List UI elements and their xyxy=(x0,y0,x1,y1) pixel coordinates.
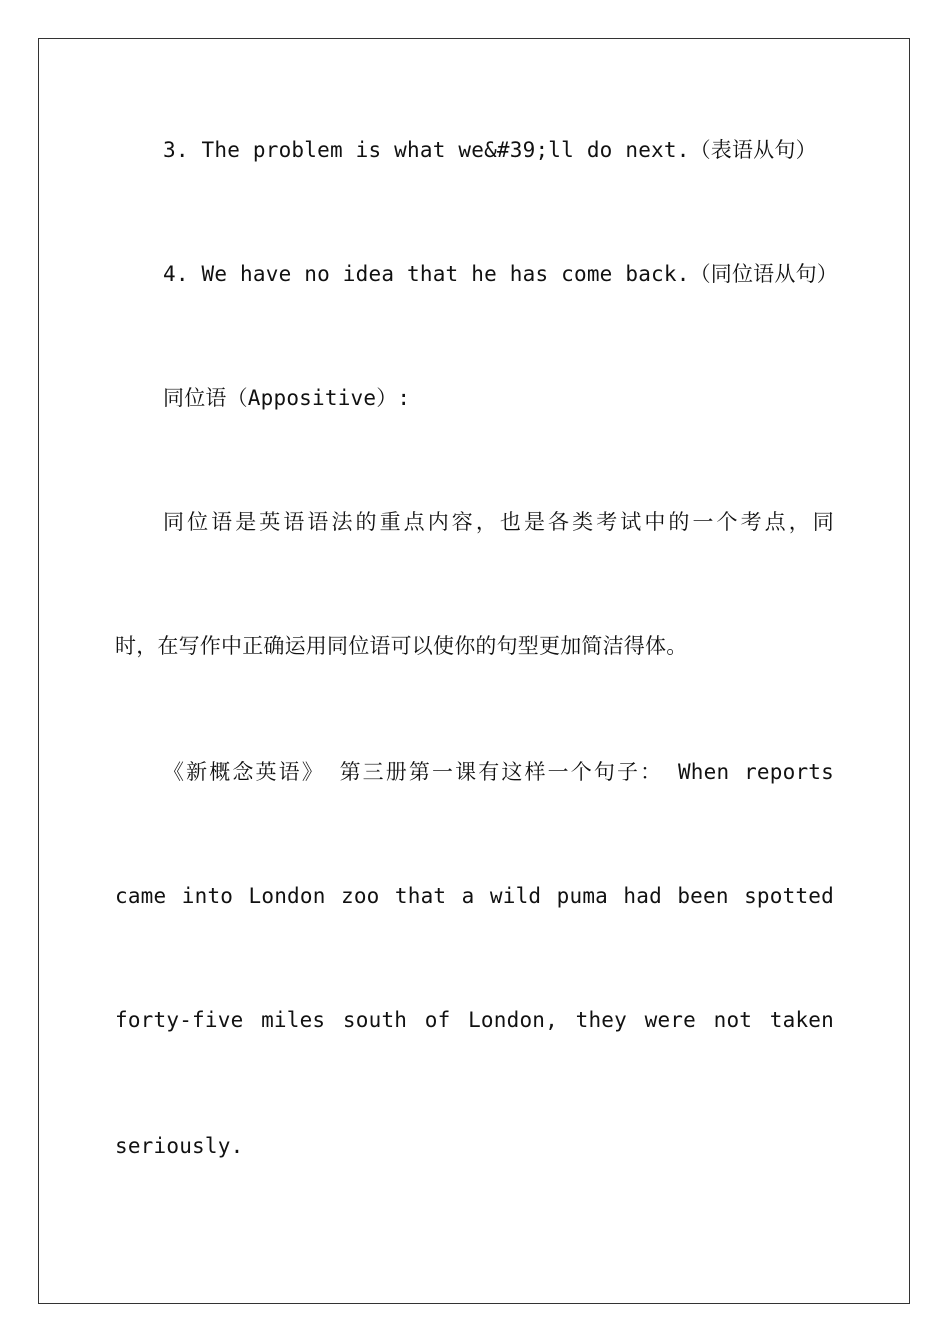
example-sentence-4: 4. We have no idea that he has come back.（同位语从句） xyxy=(163,262,838,286)
paragraph-example-line-4: seriously. xyxy=(115,1134,244,1158)
paragraph-intro-line-1: 同位语是英语语法的重点内容，也是各类考试中的一个考点，同 xyxy=(163,510,834,534)
paragraph-intro-line-2: 时，在写作中正确运用同位语可以使你的句型更加简洁得体。 xyxy=(115,634,688,658)
paragraph-example-line-1: 《新概念英语》 第三册第一课有这样一个句子： When reports xyxy=(163,760,834,784)
example-sentence-3: 3. The problem is what we&#39;ll do next.（表语从句） xyxy=(163,138,817,162)
paragraph-example-line-2: came into London zoo that a wild puma had been spotted xyxy=(115,884,834,908)
section-heading-appositive: 同位语（Appositive）: xyxy=(163,386,411,410)
paragraph-example-line-3: forty-five miles south of London, they were not taken xyxy=(115,1008,834,1032)
page-border xyxy=(38,38,910,1304)
